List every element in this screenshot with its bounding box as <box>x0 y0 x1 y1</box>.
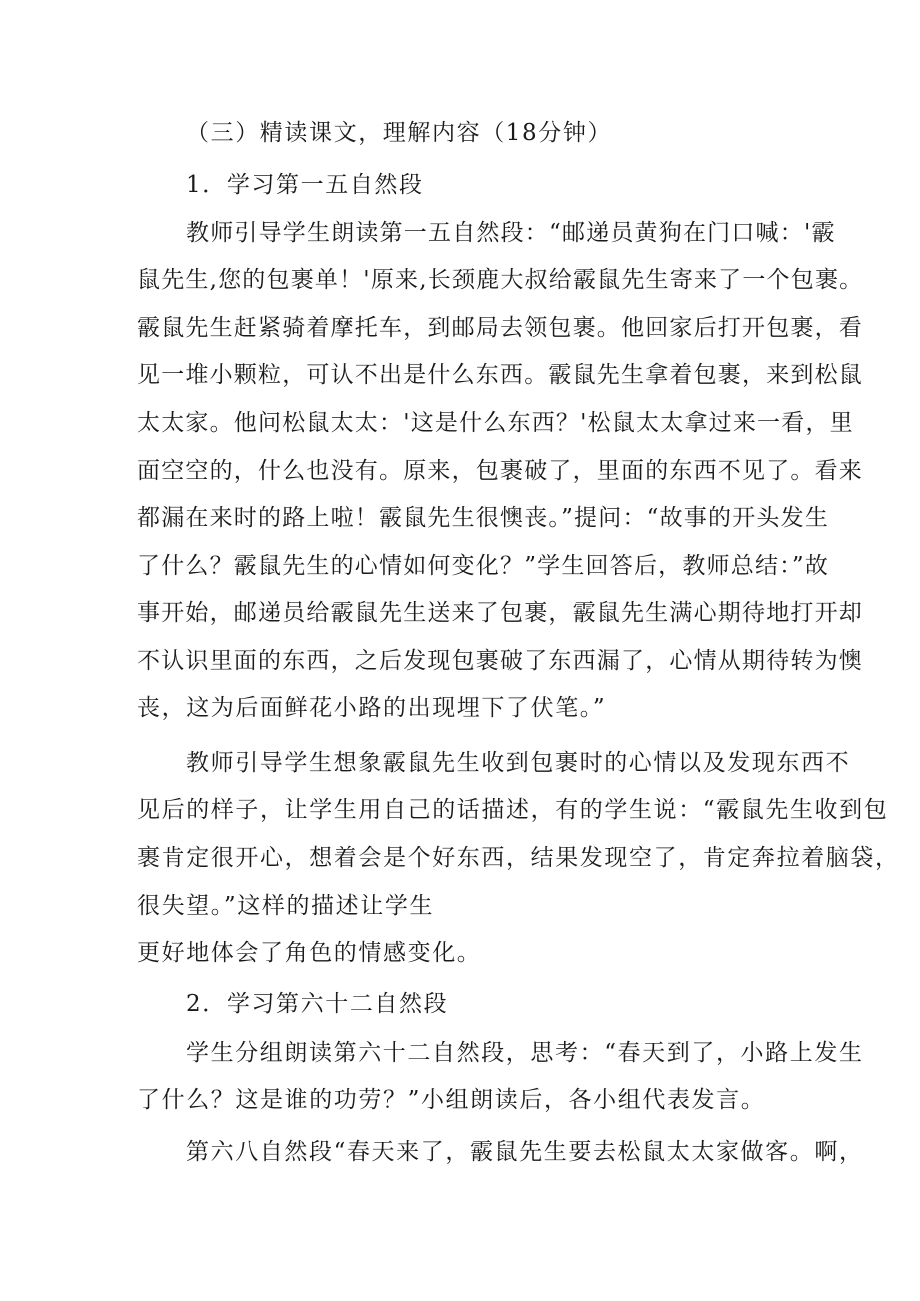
subsection-heading-1: 1．学习第一五自然段 <box>186 172 424 198</box>
paragraph-2-line: 更好地体会了角色的情感变化。 <box>137 940 482 966</box>
paragraph-2-line: 裹肯定很开心，想着会是个好东西，结果发现空了，肯定奔拉着脑袋， <box>137 845 900 871</box>
paragraph-2-line: 见后的样子，让学生用自己的话描述，有的学生说：“霰鼠先生收到包 <box>137 797 889 823</box>
paragraph-1-line: 教师引导学生朗读第一五自然段：“邮递员黄狗在门口喊：'霰 <box>186 220 836 246</box>
paragraph-1-line: 霰鼠先生赶紧骑着摩托车，到邮局去领包裹。他回家后打开包裹，看 <box>137 315 863 341</box>
paragraph-1-line: 了什么？霰鼠先生的心情如何变化？”学生回答后，教师总结：”故 <box>137 553 830 579</box>
paragraph-1-line: 见一堆小颗粒，可认不出是什么东西。霰鼠先生拿着包裹，来到松鼠 <box>137 362 863 388</box>
paragraph-3-line: 了什么？这是谁的功劳？”小组朗读后，各小组代表发言。 <box>137 1087 766 1113</box>
paragraph-1-line: 事开始，邮递员给霰鼠先生送来了包裹，霰鼠先生满心期待地打开却 <box>137 600 863 626</box>
paragraph-1-line: 丧，这为后面鲜花小路的出现埋下了伏笔。” <box>137 695 607 721</box>
paragraph-1-line: 不认识里面的东西，之后发现包裹破了东西漏了，心情从期待转为懊 <box>137 648 863 674</box>
paragraph-1-line: 都漏在来时的路上啦！霰鼠先生很懊丧。”提问：“故事的开头发生 <box>137 505 830 531</box>
paragraph-2-line: 教师引导学生想象霰鼠先生收到包裹时的心情以及发现东西不 <box>186 750 851 776</box>
subsection-heading-2: 2．学习第六十二自然段 <box>186 991 449 1017</box>
paragraph-4-line: 第六八自然段“春天来了，霰鼠先生要去松鼠太太家做客。啊， <box>186 1139 864 1165</box>
paragraph-3-line: 学生分组朗读第六十二自然段，思考：“春天到了，小路上发生 <box>186 1040 864 1066</box>
paragraph-2-line: 很失望。”这样的描述让学生 <box>137 893 435 919</box>
paragraph-1-line: 太太家。他问松鼠太太：'这是什么东西？'松鼠太太拿过来一看，里 <box>137 410 854 436</box>
paragraph-1-line: 鼠先生,您的包裹单！'原来,长颈鹿大叔给霰鼠先生寄来了一个包裹。 <box>137 267 864 293</box>
paragraph-1-line: 面空空的，什么也没有。原来，包裹破了，里面的东西不见了。看来 <box>137 458 863 484</box>
section-heading: （三）精读课文，理解内容（18分钟） <box>186 120 613 146</box>
